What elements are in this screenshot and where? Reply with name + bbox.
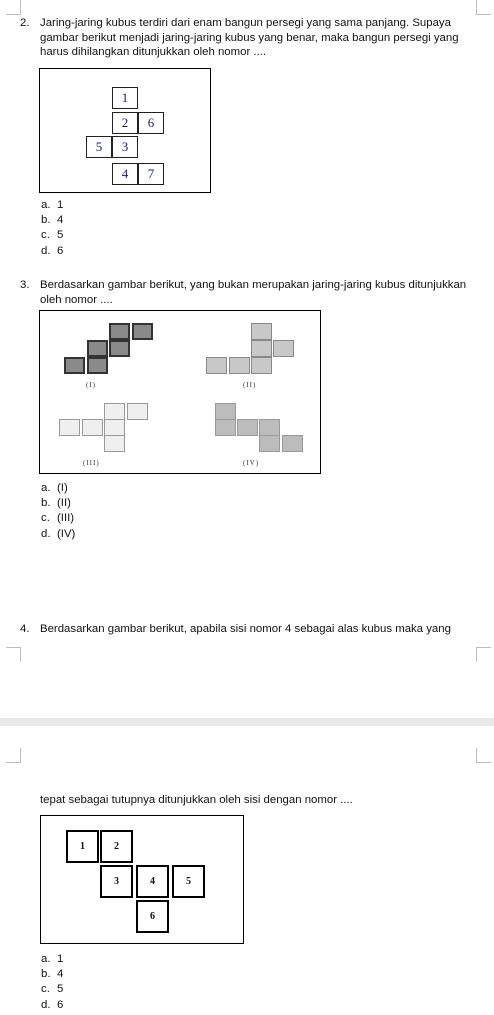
net-square: [82, 419, 103, 436]
page-corner-mark: [6, 647, 21, 662]
answer-options: [41, 198, 63, 259]
net-square: [206, 357, 227, 374]
answer-option[interactable]: d. 6: [41, 244, 64, 257]
cube-nets-figure: [39, 310, 321, 474]
net-square: 3: [112, 136, 138, 158]
net-caption: (III): [83, 459, 100, 467]
net-caption: (IV): [243, 459, 260, 467]
net-square: 5: [172, 865, 205, 898]
cube-net-figure: [40, 815, 244, 944]
page-corner-mark: [6, 748, 21, 763]
question-number: 4.: [20, 623, 30, 635]
net-square: [251, 357, 272, 374]
net-square: [64, 357, 85, 374]
net-square: [215, 419, 236, 436]
net-square: [59, 419, 80, 436]
net-square: [237, 419, 258, 436]
net-square: [259, 419, 280, 436]
net-square: [104, 419, 125, 436]
net-square: [259, 435, 280, 452]
net-square: [251, 323, 272, 340]
question-4-text-continued: tepat sebagai tutupnya ditunjukkan oleh sisi dengan nomor ....: [40, 794, 353, 806]
answer-option[interactable]: d. (IV): [41, 527, 76, 540]
page-corner-mark: [476, 748, 491, 763]
answer-option[interactable]: b. 4: [41, 214, 64, 227]
net-square: [109, 340, 130, 357]
net-square: 5: [86, 136, 112, 158]
net-square: [251, 340, 272, 357]
net-square: 4: [112, 163, 138, 185]
net-square: [282, 435, 303, 452]
net-square: [87, 340, 108, 357]
net-square: 6: [138, 112, 164, 134]
net-square: 1: [112, 87, 138, 109]
net-caption: (II): [243, 381, 257, 389]
answer-option[interactable]: d. 6: [41, 998, 64, 1011]
answer-option[interactable]: b. (II): [41, 497, 71, 510]
answer-option[interactable]: a. 1: [41, 953, 64, 965]
answer-option[interactable]: c. 5: [41, 229, 64, 242]
answer-option[interactable]: b. 4: [41, 968, 64, 981]
net-square: 6: [136, 900, 169, 933]
net-square: [104, 403, 125, 420]
question-number: 2.: [20, 17, 30, 29]
net-square: 3: [100, 865, 133, 898]
net-square: 7: [138, 163, 164, 185]
net-square: 1: [66, 830, 99, 863]
net-square: 2: [100, 830, 133, 863]
net-square: [104, 435, 125, 452]
net-square: [215, 403, 236, 420]
net-square: [229, 357, 250, 374]
page-corner-mark: [476, 647, 491, 662]
net-square: [127, 403, 148, 420]
question-4-text: Berdasarkan gambar berikut, apabila sisi nomor 4 sebagai alas kubus maka yang: [40, 623, 451, 635]
cube-net-figure: [39, 68, 211, 193]
answer-options: [41, 952, 63, 1013]
document-page-2: [0, 726, 494, 1015]
net-caption: (I): [86, 381, 96, 389]
net-square: [87, 357, 108, 374]
net-square: 2: [112, 112, 138, 134]
question-number: 3.: [20, 279, 30, 291]
net-square: [273, 340, 294, 357]
page-gap: [0, 718, 494, 726]
question-2-text: Jaring-jaring kubus terdiri dari enam bangun persegi yang sama panjang. Supaya gambar berikut menjadi jaring-jaring kubus yang benar, maka bangun persegi yang harus dihilangkan ditunjukkan oleh nomor ....: [40, 17, 459, 59]
answer-option[interactable]: c. 5: [41, 983, 64, 996]
answer-option[interactable]: c. (III): [41, 512, 75, 525]
answer-options: [41, 481, 75, 542]
net-square: [132, 323, 153, 340]
question-3-text: Berdasarkan gambar berikut, yang bukan merupakan jaring-jaring kubus ditunjukkan oleh nomor ....: [40, 279, 467, 306]
answer-option[interactable]: a. 1: [41, 199, 64, 211]
page-corner-mark: [476, 0, 491, 15]
page-corner-mark: [6, 0, 21, 15]
answer-option[interactable]: a. (I): [41, 482, 68, 494]
net-square: [109, 323, 130, 340]
net-square: 4: [136, 865, 169, 898]
